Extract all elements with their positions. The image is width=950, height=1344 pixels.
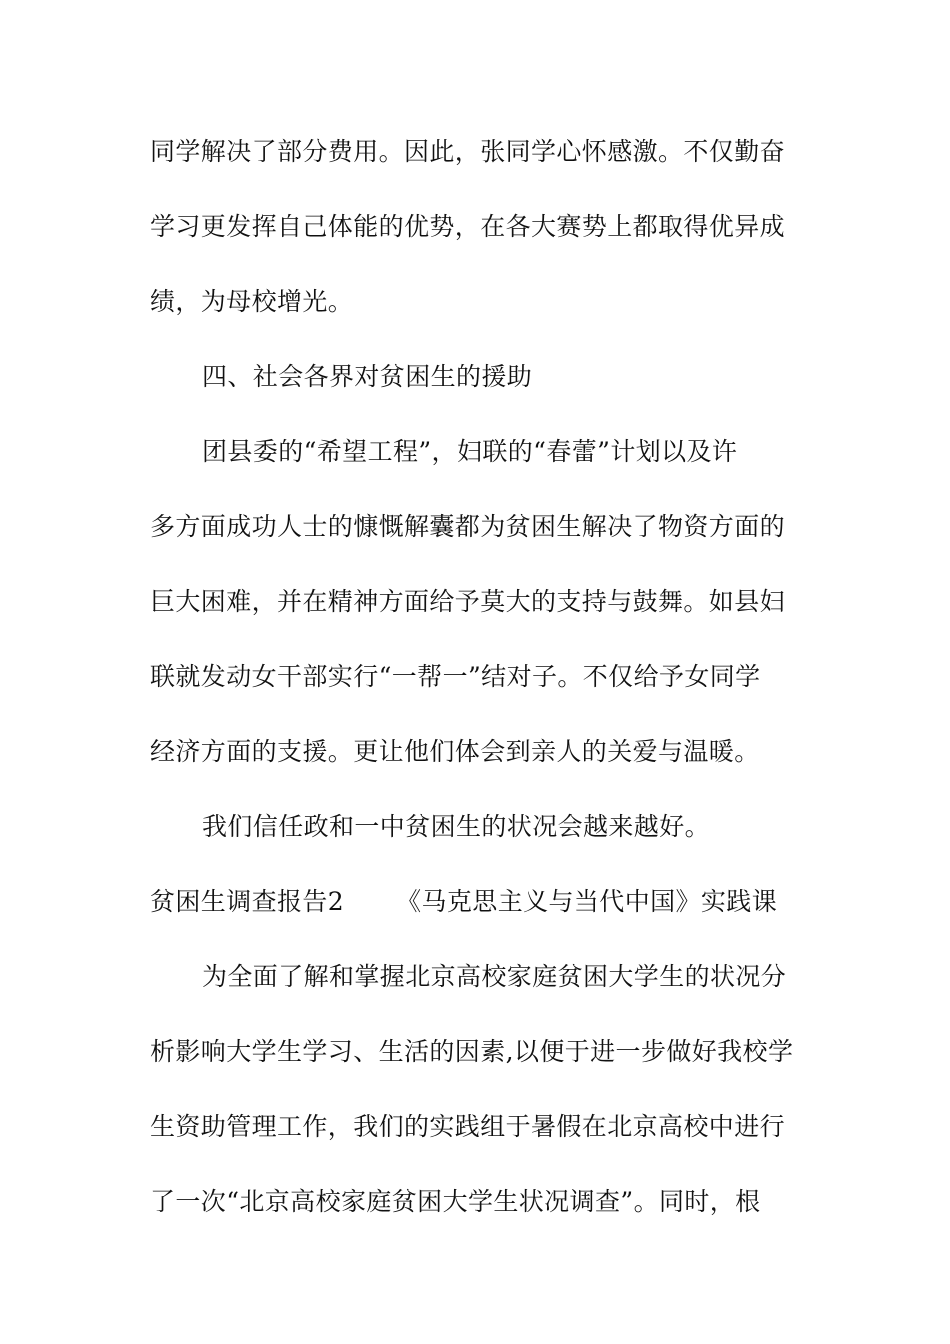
body-line: 经济方面的支援。更让他们体会到亲人的关爱与温暖。 <box>150 737 760 766</box>
report-heading <box>150 870 810 945</box>
body-line: 绩，为母校增光。 <box>150 287 354 316</box>
body-line: 析影响大学生学习、生活的因素,以便于进一步做好我校学 <box>150 1037 794 1066</box>
report-course: 《马克思主义与当代中国》实践课 <box>396 887 778 916</box>
report-title: 贫困生调查报告2 <box>150 887 345 916</box>
body-line: 联就发动女干部实行“一帮一”结对子。不仅给予女同学 <box>150 662 761 691</box>
body-line: 同学解决了部分费用。因此，张同学心怀感激。不仅勤奋 <box>150 137 786 166</box>
body-line: 为全面了解和掌握北京高校家庭贫困大学生的状况分 <box>202 962 787 991</box>
body-line: 学习更发挥自己体能的优势，在各大赛势上都取得优异成 <box>150 212 786 241</box>
section-heading: 四、社会各界对贫困生的援助 <box>202 362 533 391</box>
body-line: 巨大困难，并在精神方面给予莫大的支持与鼓舞。如县妇 <box>150 587 786 616</box>
body-line: 了一次“北京高校家庭贫困大学生状况调查”。同时，根 <box>150 1187 761 1216</box>
document-body <box>150 120 810 1245</box>
body-line: 生资助管理工作，我们的实践组于暑假在北京高校中进行 <box>150 1112 786 1141</box>
body-line: 团县委的“希望工程”，妇联的“春蕾”计划以及许 <box>202 437 738 466</box>
body-line: 多方面成功人士的慷慨解囊都为贫困生解决了物资方面的 <box>150 512 786 541</box>
body-line: 我们信任政和一中贫困生的状况会越来越好。 <box>202 812 711 841</box>
